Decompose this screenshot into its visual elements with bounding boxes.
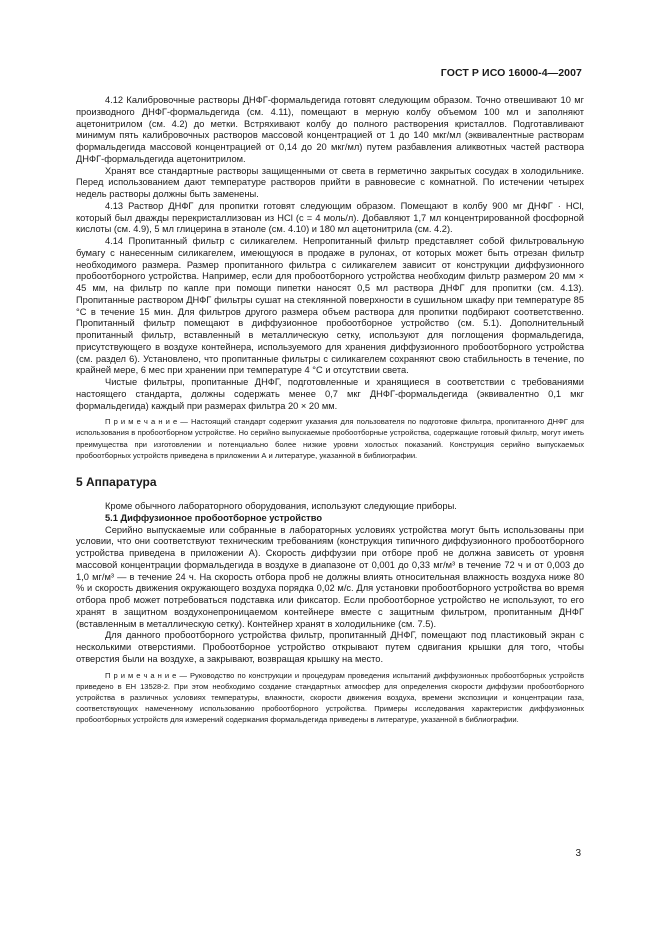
note-sampler-testing: П р и м е ч а н и е — Руководство по конструкции и процедурам проведения испытаний диффузионных пробоотборных устройств приведено в ЕН 13528-2. При этом необходимо создание стандартных атмосфер для определения скорости диффузии пробоотборного устройства в различных условиях температуры, влажности, скорости движения воздуха, времени экспозиции и концентрации газа, соответствующих намеченному использованию пробоотборного устройства. Примеры исследования характеристик диффузионных пробоотборных устройств для измерений содержания формальдегида приведены в литературе, указанной в библиографии. bbox=[76, 670, 584, 725]
paragraph-clean-filters: Чистые фильтры, пропитанные ДНФГ, подготовленные и хранящиеся в соответствии с требованиями настоящего стандарта, должны содержать менее 0,7 мкг ДНФГ-формальдегида (эквивалентно 0,1 мкг формальдегида) каждый при размерах фильтра 20 × 20 мм. bbox=[76, 377, 584, 411]
paragraph-storage: Хранят все стандартные растворы защищенными от света в герметично закрытых сосудах в холодильнике. Перед использованием дают температуре растворов прийти в равновесие с комнатной. По истечении четырех недель растворы должны быть заменены. bbox=[76, 165, 584, 199]
note-filter-preparation: П р и м е ч а н и е — Настоящий стандарт содержит указания для пользователя по подготовке фильтра, пропитанного ДНФГ для использования в пробоотборном устройстве. Но серийно выпускаемые пробоотборные устройства, содержащие готовый фильтр, могут иметь преимущества при изготовлении и потенциально более низкие уровни холостых показаний. Конструкция серийно выпускаемых пробоотборных устройств приведена в приложении А и литературе, указанной в библиографии. bbox=[76, 417, 584, 460]
paragraph-5-1-usage: Для данного пробоотборного устройства фильтр, пропитанный ДНФГ, помещают под пластиковый экран с несколькими отверстиями. Пробоотборное устройство открывают путем сдвигания крышки для того, чтобы отверстия были на воздухе, а закрывают, возвращая крышку на место. bbox=[76, 630, 584, 664]
paragraph-5-1-requirements: Серийно выпускаемые или собранные в лабораторных условиях устройства могут быть использованы при условии, что они соответствуют техническим требованиям (конструкция типичного диффузионного пробоотборного устройства приведена в приложении А). Скорость диффузии при отборе проб не должна зависеть от уровня массовой концентрации формальдегида в воздухе в диапазоне от 0,001 до 0,33 мг/м³ в течение 72 ч и от 0,003 до 1,0 мг/м³ — в течение 24 ч. На скорость отбора проб не должны влиять относительная влажность воздуха ниже 80 % и скорость движения окружающего воздуха порядка 0,02 м/с. Для установки пробоотборного устройства во время отбора проб может потребоваться подставка или фиксатор. Если пробоотборное устройство не используют, то его хранят в защитном воздухонепроницаемом контейнере вместе с защитным фильтром, пропитанным ДНФГ (вставленным в металлическую сетку). Контейнер хранят в холодильнике (см. 7.5). bbox=[76, 524, 584, 629]
page-body bbox=[76, 95, 584, 726]
section-5-intro: Кроме обычного лабораторного оборудования, используют следующие приборы. bbox=[105, 501, 457, 512]
subsection-5-1-title: 5.1 Диффузионное пробоотборное устройство bbox=[105, 512, 322, 523]
section-5-title: 5 Аппаратура bbox=[76, 475, 157, 490]
paragraph-4-12: 4.12 Калибровочные растворы ДНФГ-формальдегида готовят следующим образом. Точно отвешивают 10 мг производного ДНФГ-формальдегида (см. 4.11), помещают в мерную колбу объемом 100 мл и заполняют ацетонитрилом (см. 4.2) до метки. Встряхивают колбу до полного растворения кристаллов. Подготавливают минимум пять калибровочных растворов массовой концентрацией от 1 до 140 мкг/мл (эквивалентные растворам формальдегида массовой концентрацией от 0,14 до 20 мкг/мл) путем разбавления аликвотных частей раствора ДНФГ-формальдегида ацетонитрилом. bbox=[76, 95, 584, 164]
paragraph-4-14: 4.14 Пропитанный фильтр с силикагелем. Непропитанный фильтр представляет собой фильтровальную бумагу с нанесенным силикагелем, имеющуюся в продаже в рулонах, от которых может быть отрезан фильтр необходимого размера. Размер пропитанного фильтра с силикагелем зависит от конструкции диффузионного пробоотборного устройства. Например, если для пробоотборного устройства необходим фильтр размером 20 мм × 45 мм, на фильтр по капле при помощи пипетки наносят 0,5 мл раствора ДНФГ для пропитки (см. 4.13). Пропитанные раствором ДНФГ фильтры сушат на стеклянной поверхности в сушильном шкафу при температуре 85 °С в течение 15 мин. Для фильтров другого размера объем раствора для пропитки подбирают соответственно. Пропитанный фильтр помещают в диффузионное пробоотборное устройство (см. 5.1). Дополнительный пропитанный фильтр, вставленный в металлическую сетку, используют для поглощения формальдегида, присутствующего в воздухе контейнера, используемого для хранения диффузионного пробоотборного устройства (см. раздел 6). Установлено, что пропитанные фильтры с силикагелем сохраняют свою стабильность в течение, по крайней мере, 6 мес при хранении при температуре 4 °С и отсутствии света. bbox=[76, 236, 584, 376]
paragraph-4-13: 4.13 Раствор ДНФГ для пропитки готовят следующим образом. Помещают в колбу 900 мг ДНФГ · HCl, который был дважды перекристаллизован из HCl (c = 4 моль/л). Добавляют 1,7 мл концентрированной фосфорной кислоты (см. 4.9), 5 мл глицерина в этаноле (см. 4.10) и 180 мл ацетонитрила (см. 4.2). bbox=[76, 200, 584, 235]
document-id: ГОСТ Р ИСО 16000-4—2007 bbox=[440, 67, 582, 79]
page-number: 3 bbox=[575, 848, 581, 859]
